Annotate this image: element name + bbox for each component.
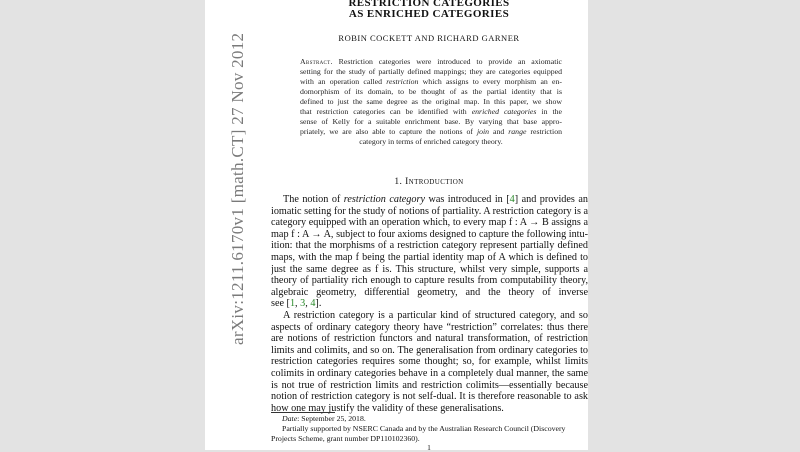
abstract	[300, 57, 562, 147]
footnote-support: Partially supported by NSERC Canada and by the Australian Research Council (Discovery	[282, 423, 566, 433]
paragraph-1-line: theory of partiality rich enough to capture results from computability theory,	[271, 275, 588, 287]
section-heading-introduction: 1. Introduction	[394, 177, 464, 187]
abstract-line: category in terms of enriched category theory.	[359, 137, 503, 146]
paragraph-2-line: notion of restriction category is not self-dual. It is therefore reasonable to ask	[271, 391, 588, 403]
paragraph-2-line: A restriction category is a particular kind of structured category, and so	[283, 309, 588, 321]
abstract-line: that restriction categories can be identified with enriched categories in the	[300, 107, 562, 116]
footnote-date	[271, 414, 588, 424]
paper-authors: ROBIN COCKETT AND RICHARD GARNER	[338, 33, 520, 43]
footnote-support: Projects Scheme, grant number DP110102360).	[271, 433, 420, 443]
footnote-date-label: Date	[282, 414, 298, 423]
abstract-line: domorphism of its domain, to be thought of as the partial identity that is	[300, 87, 562, 96]
paragraph-1-line: maps, with the map f̄ being the partial identity map of A which is defined to	[271, 251, 588, 263]
paper-title-line-2: AS ENRICHED CATEGORIES	[348, 8, 510, 20]
viewer-background-right	[588, 0, 800, 450]
paragraph-1-line: map f̄ : A → A, subject to four axioms designed to capture the following intu-	[271, 228, 588, 240]
footnote-date-value: : September 25, 2018.	[297, 414, 366, 423]
arxiv-stamp: arXiv:1211.6170v1 [math.CT] 27 Nov 2012	[228, 32, 247, 345]
page-number: 1	[427, 443, 431, 452]
abstract-line: priately, we are also able to capture the notions of join and range restriction	[300, 127, 563, 136]
abstract-label: Abstract.	[300, 57, 333, 66]
abstract-line: sense of Kelly for a suitable enrichment base. By varying that base appro-	[300, 117, 562, 126]
viewer-background-left	[0, 0, 205, 450]
paper-title-line-1: RESTRICTION CATEGORIES	[348, 0, 510, 9]
paragraph-2-line: how one may justify the validity of these generalisations.	[271, 402, 504, 414]
abstract-line: with an operation called restriction which assigns to every morphism an en-	[300, 77, 562, 86]
paragraph-1-line: just the same degree as f is. This structure, whilst very simple, supports a	[271, 263, 588, 275]
abstract-line: setting for the study of partially defined mappings; they are categories equipped	[300, 67, 562, 76]
paragraph-1-line: ition: that the morphisms of a restriction category represent partially defined	[271, 240, 588, 252]
paragraph-2-line: limits and colimits, and so on. The generalisation from ordinary categories to	[271, 344, 588, 356]
abstract-line: Abstract. Restriction categories were introduced to provide an axiomatic	[300, 57, 562, 66]
paragraph-2-line: are notions of restriction functors and natural transformation, of restriction	[271, 333, 588, 345]
paragraph-2-line: aspects of ordinary category theory have “restriction” correlates: thus there	[271, 321, 588, 333]
paragraph-2-line: restriction categories requires some thought; so, for example, whilst limits	[271, 356, 588, 368]
paragraph-2-line: colimits in ordinary categories behave in a completely dual manner, the same	[271, 367, 588, 379]
paragraph-1-line: algebraic geometry, differential geometry, and the theory of inverse	[271, 286, 588, 298]
paragraph-1-line: see [1, 3, 4].	[271, 298, 322, 310]
footnotes	[271, 414, 588, 443]
paragraph-1-line: category equipped with an operation which, to every map f : A → B assigns a	[271, 217, 588, 229]
footnote-rule	[271, 412, 335, 413]
abstract-line: defined to just the same degree as the original map. In this paper, we show	[300, 97, 562, 106]
paragraph-1-line: The notion of restriction category was introduced in [4] and provides an	[283, 194, 588, 205]
introduction-text	[271, 194, 588, 414]
paragraph-1-line: iomatic setting for the study of notions of partiality. A restriction category is a	[271, 205, 588, 217]
paragraph-2-line: is not true of restriction limits and restriction colimits—essentially because	[271, 379, 588, 391]
